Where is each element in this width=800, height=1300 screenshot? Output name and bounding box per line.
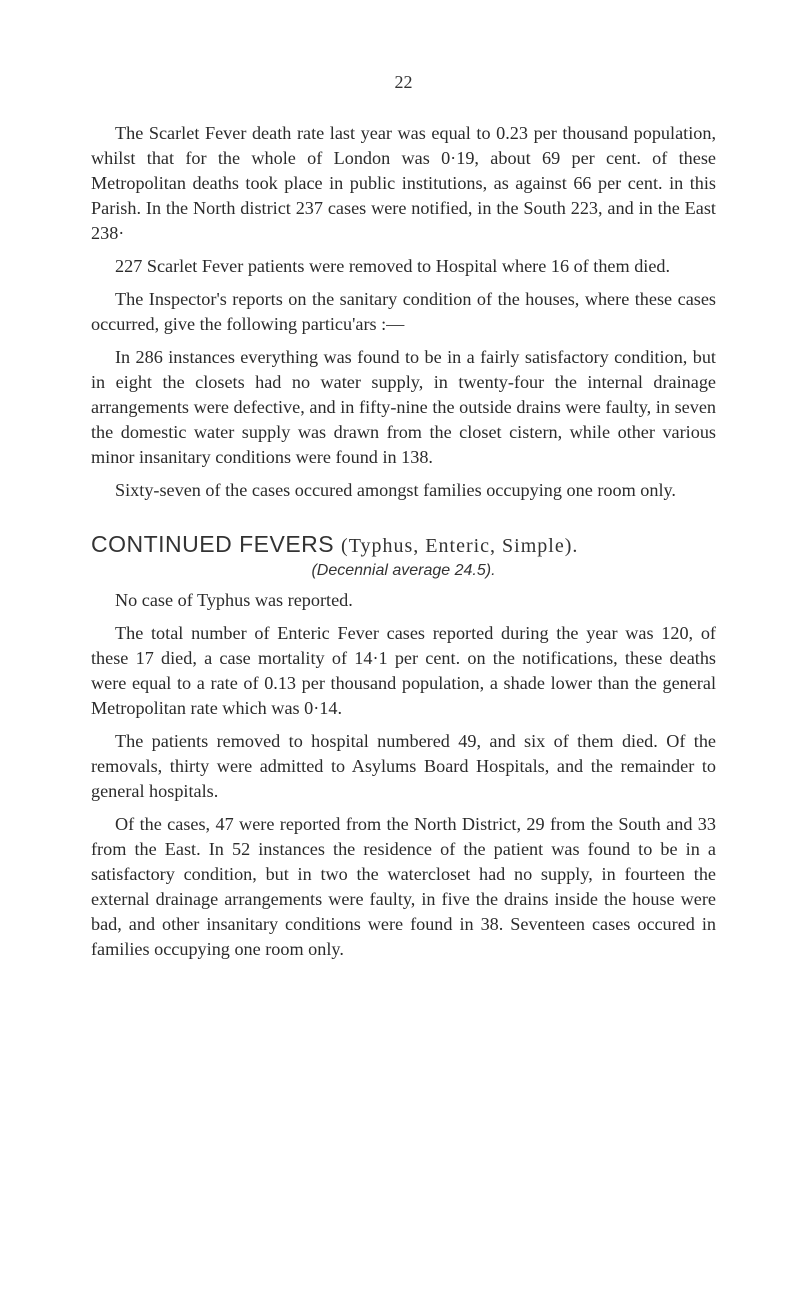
paragraph-typhus: No case of Typhus was reported. — [115, 590, 353, 610]
section-heading-main: CONTINUED FEVERS — [91, 531, 335, 557]
paragraph-sanitary-conditions: In 286 instances everything was found to be in a fairly satisfactory condition, but in eight the closets had no water supply, in twenty-four the internal drainage arrangements were defective, and in fifty-nine the outside drains were faulty, in seven the domestic water supply was drawn from the closet cistern, while other various minor insanitary conditions were found in 138. — [91, 347, 716, 467]
paragraph-inspector-reports: The Inspector's reports on the sanitary condition of the houses, where these cases occurred, give the following particu'ars :— — [91, 289, 716, 334]
section-heading-continued-fevers — [91, 531, 716, 558]
paragraph-hospital-removals: The patients removed to hospital numbered 49, and six of them died. Of the removals, thirty were admitted to Asylums Board Hospitals, and the remainder to general hospitals. — [91, 731, 716, 801]
page-number: 22 — [394, 72, 413, 92]
document-page — [91, 72, 716, 967]
paragraph-scarlet-fever-death-rate: The Scarlet Fever death rate last year was equal to 0.23 per thousand population, whilst that for the whole of London was 0·19, about 69 per cent. of these Metropolitan deaths took place in public institutions, as against 66 per cent. in this Parish. In the North district 237 cases were notified, in the South 223, and in the East 238· — [91, 123, 716, 243]
paragraph-one-room-families: Sixty-seven of the cases occured amongst families occupying one room only. — [115, 480, 676, 500]
section-heading-sub: (Typhus, Enteric, Simple). — [341, 535, 579, 557]
paragraph-enteric-fever-totals: The total number of Enteric Fever cases reported during the year was 120, of these 17 died, a case mortality of 14·1 per cent. on the notifications, these deaths were equal to a rate of 0.13 per thousand population, a shade lower than the general Metropolitan rate which was 0·14. — [91, 623, 716, 718]
decennial-average-note: (Decennial average 24.5). — [311, 562, 496, 579]
paragraph-district-cases: Of the cases, 47 were reported from the North District, 29 from the South and 33 from the East. In 52 instances the residence of the patient was found to be in a satisfactory condition, but in two the watercloset had no supply, in fourteen the external drainage arrangements were faulty, in five the drains inside the house were bad, and other insanitary conditions were found in 38. Seventeen cases occured in families occupying one room only. — [91, 814, 716, 959]
paragraph-scarlet-fever-removals: 227 Scarlet Fever patients were removed to Hospital where 16 of them died. — [115, 256, 671, 276]
